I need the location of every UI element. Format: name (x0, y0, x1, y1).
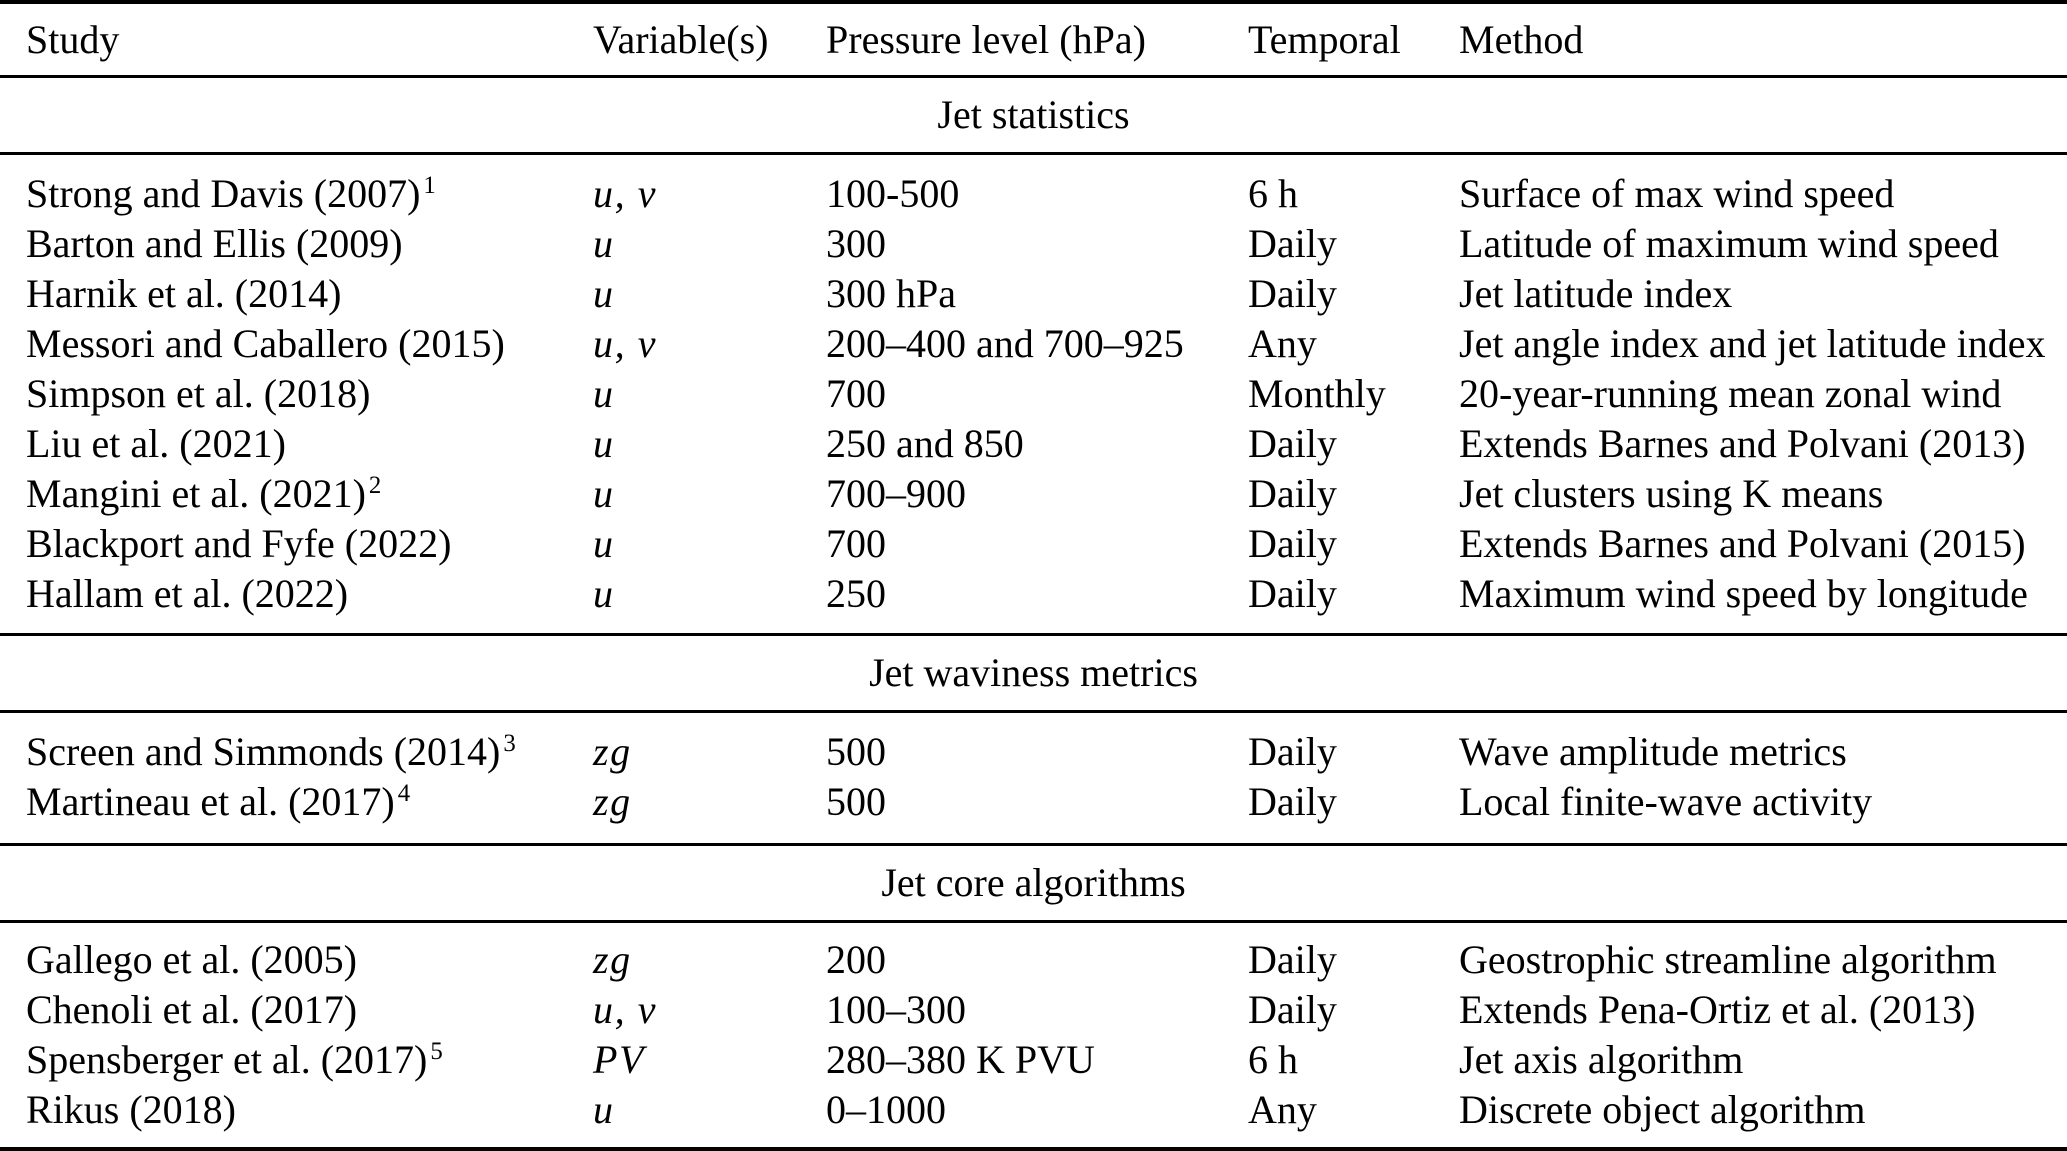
study-text: Hallam et al. (2022) (26, 571, 349, 616)
variables-cell: u (593, 1087, 615, 1132)
footnote-marker: 1 (423, 171, 436, 199)
table-row (0, 219, 2067, 269)
table-row (0, 369, 2067, 419)
temporal-cell: Daily (1248, 987, 1337, 1032)
table-row (0, 319, 2067, 369)
study-text: Strong and Davis (2007) (26, 171, 421, 216)
study-cell (26, 777, 410, 827)
footnote-marker: 3 (503, 729, 516, 757)
study-text: Liu et al. (2021) (26, 421, 286, 466)
study-text: Rikus (2018) (26, 1087, 236, 1132)
table-row (0, 1085, 2067, 1135)
column-header-method: Method (1459, 17, 1584, 62)
study-cell (26, 269, 344, 319)
study-text: Messori and Caballero (2015) (26, 321, 505, 366)
temporal-cell: Daily (1248, 937, 1337, 982)
temporal-cell: 6 h (1248, 1037, 1298, 1082)
variables-cell: u, v (593, 171, 658, 216)
pressure-cell: 100-500 (826, 171, 960, 216)
table-row (0, 569, 2067, 619)
section-body-jet-core-algorithms (0, 923, 2067, 1147)
pressure-cell: 700 (826, 521, 886, 566)
pressure-cell: 250 (826, 571, 886, 616)
table-row (0, 777, 2067, 827)
study-cell (26, 419, 289, 469)
variables-cell: u (593, 471, 615, 516)
table-row (0, 519, 2067, 569)
temporal-cell: 6 h (1248, 171, 1298, 216)
variables-cell: u (593, 271, 615, 316)
footnote-marker: 4 (397, 779, 411, 807)
section-title-jet-core-algorithms: Jet core algorithms (881, 860, 1186, 905)
study-cell (26, 469, 381, 519)
temporal-cell: Daily (1248, 421, 1337, 466)
table-row (0, 1035, 2067, 1085)
column-header-variables: Variable(s) (593, 17, 769, 62)
temporal-cell: Daily (1248, 221, 1337, 266)
study-text: Blackport and Fyfe (2022) (26, 521, 452, 566)
method-cell: Jet angle index and jet latitude index (1459, 321, 2046, 366)
temporal-cell: Monthly (1248, 371, 1386, 416)
table-header-row (0, 4, 2067, 75)
table-row (0, 727, 2067, 777)
table-row (0, 469, 2067, 519)
method-cell: Wave amplitude metrics (1459, 729, 1847, 774)
study-text: Spensberger et al. (2017) (26, 1037, 428, 1082)
section-body-jet-waviness-metrics (0, 713, 2067, 843)
study-cell (26, 1035, 443, 1085)
study-text: Mangini et al. (2021) (26, 471, 366, 516)
pressure-cell: 200–400 and 700–925 (826, 321, 1184, 366)
method-cell: Surface of max wind speed (1459, 171, 1895, 216)
method-cell: Jet clusters using K means (1459, 471, 1884, 516)
study-cell (26, 727, 516, 777)
temporal-cell: Daily (1248, 729, 1337, 774)
variables-cell: u, v (593, 987, 658, 1032)
method-cell: Extends Pena-Ortiz et al. (2013) (1459, 987, 1976, 1032)
study-cell (26, 1085, 239, 1135)
temporal-cell: Any (1248, 321, 1317, 366)
method-cell: Discrete object algorithm (1459, 1087, 1866, 1132)
pressure-cell: 300 (826, 221, 886, 266)
temporal-cell: Daily (1248, 779, 1337, 824)
variables-cell: u (593, 421, 615, 466)
variables-cell: zg (593, 779, 632, 824)
method-cell: 20-year-running mean zonal wind (1459, 371, 2002, 416)
study-text: Martineau et al. (2017) (26, 779, 395, 824)
pressure-cell: 280–380 K PVU (826, 1037, 1095, 1082)
study-text: Simpson et al. (2018) (26, 371, 371, 416)
section-title-jet-statistics: Jet statistics (937, 92, 1130, 137)
study-cell (26, 985, 360, 1035)
method-cell: Latitude of maximum wind speed (1459, 221, 1999, 266)
section-body-jet-statistics (0, 155, 2067, 633)
temporal-cell: Daily (1248, 471, 1337, 516)
pressure-cell: 700–900 (826, 471, 966, 516)
study-text: Chenoli et al. (2017) (26, 987, 358, 1032)
method-cell: Extends Barnes and Polvani (2015) (1459, 521, 2026, 566)
column-header-temporal: Temporal (1248, 17, 1401, 62)
study-cell (26, 569, 351, 619)
temporal-cell: Daily (1248, 571, 1337, 616)
variables-cell: u, v (593, 321, 658, 366)
section-title-jet-waviness-metrics: Jet waviness metrics (869, 650, 1198, 695)
study-cell (26, 219, 406, 269)
method-cell: Geostrophic streamline algorithm (1459, 937, 1997, 982)
study-text: Harnik et al. (2014) (26, 271, 342, 316)
column-header-study: Study (26, 17, 120, 62)
study-text: Screen and Simmonds (2014) (26, 729, 501, 774)
temporal-cell: Any (1248, 1087, 1317, 1132)
variables-cell: zg (593, 937, 632, 982)
variables-cell: u (593, 571, 615, 616)
table-row (0, 169, 2067, 219)
pressure-cell: 100–300 (826, 987, 966, 1032)
study-text: Barton and Ellis (2009) (26, 221, 403, 266)
temporal-cell: Daily (1248, 521, 1337, 566)
pressure-cell: 250 and 850 (826, 421, 1024, 466)
pressure-cell: 500 (826, 779, 886, 824)
temporal-cell: Daily (1248, 271, 1337, 316)
method-cell: Extends Barnes and Polvani (2013) (1459, 421, 2026, 466)
study-text: Gallego et al. (2005) (26, 937, 357, 982)
variables-cell: PV (593, 1037, 646, 1082)
table-row (0, 269, 2067, 319)
method-cell: Jet latitude index (1459, 271, 1733, 316)
pressure-cell: 500 (826, 729, 886, 774)
variables-cell: zg (593, 729, 632, 774)
pressure-cell: 300 hPa (826, 271, 956, 316)
study-cell (26, 935, 360, 985)
table-row (0, 419, 2067, 469)
method-cell: Local finite-wave activity (1459, 779, 1873, 824)
footnote-marker: 5 (430, 1037, 443, 1065)
variables-cell: u (593, 521, 615, 566)
study-cell (26, 519, 454, 569)
pressure-cell: 200 (826, 937, 886, 982)
variables-cell: u (593, 221, 615, 266)
column-header-pressure: Pressure level (hPa) (826, 17, 1146, 62)
study-cell (26, 369, 373, 419)
study-cell (26, 319, 508, 369)
variables-cell: u (593, 371, 615, 416)
pressure-cell: 700 (826, 371, 886, 416)
method-cell: Maximum wind speed by longitude (1459, 571, 2028, 616)
method-cell: Jet axis algorithm (1459, 1037, 1744, 1082)
table-row (0, 985, 2067, 1035)
bottom-rule (0, 1147, 2067, 1151)
pressure-cell: 0–1000 (826, 1087, 946, 1132)
table-row (0, 935, 2067, 985)
footnote-marker: 2 (368, 471, 382, 499)
study-cell (26, 169, 436, 219)
